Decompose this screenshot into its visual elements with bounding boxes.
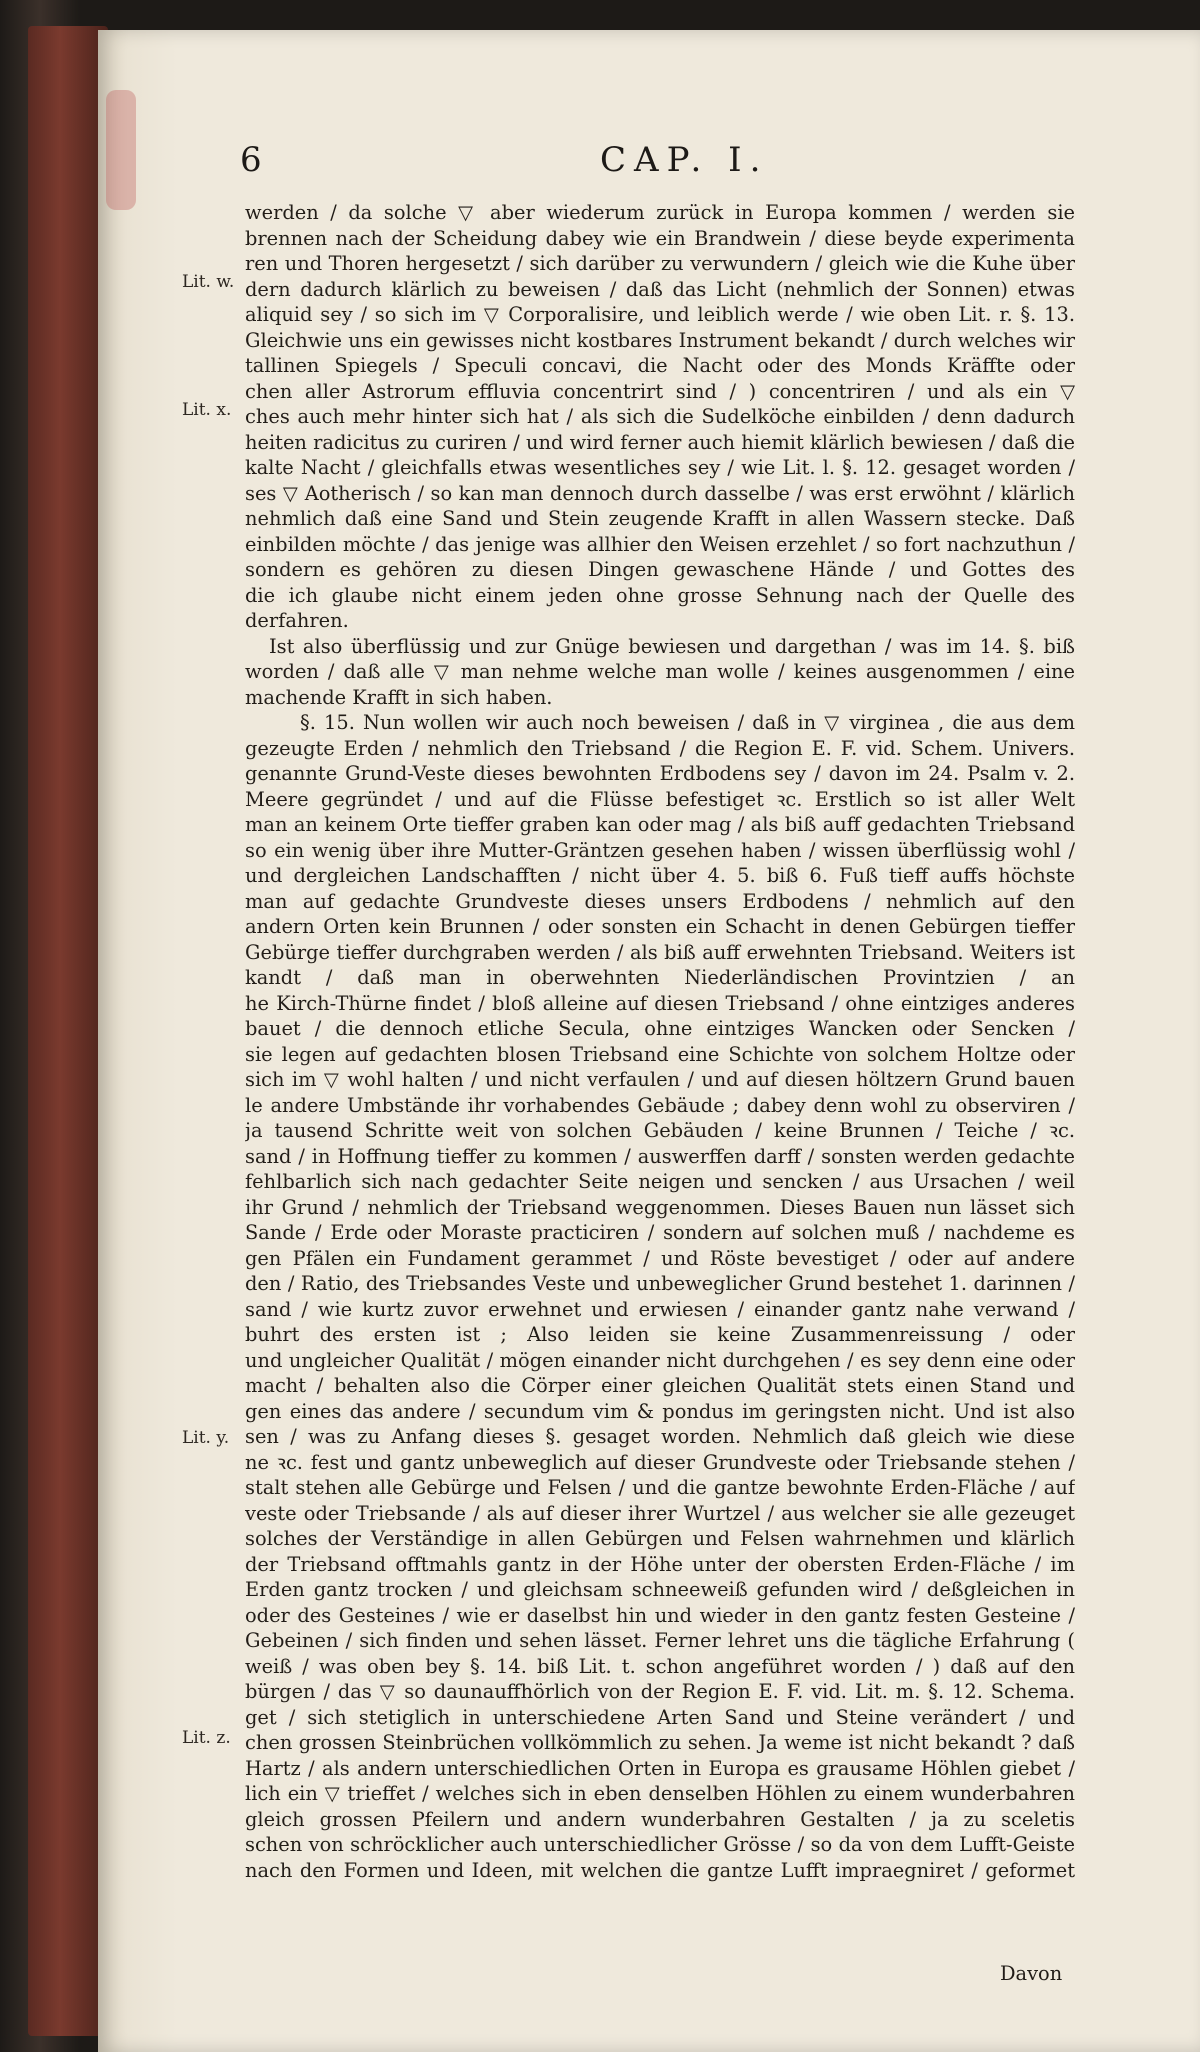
text-line: man auf gedachte Grundveste dieses unsers Erdbodens / nehmlich auf den <box>245 889 1075 913</box>
text-line: heiten radicitus zu curiren / und wird ferner auch hiemit klärlich bewiesen / daß die <box>245 430 1075 454</box>
text-line: sen / was zu Anfang dieses §. gesaget worden. Nehmlich daß gleich wie diese <box>245 1425 1075 1448</box>
text-line: brennen nach der Scheidung dabey wie ein Brandwein / diese beyde experimenta <box>245 226 1075 250</box>
text-line: die ich glaube nicht einem jeden ohne grosse Sehnung nach der Quelle des <box>245 583 1075 607</box>
text-line: tallinen Spiegels / Speculi concavi, die Nacht oder des Monds Kräffte oder <box>245 354 1075 377</box>
text-line: gen eines das andere / secundum vim & pondus im geringsten nicht. Und ist also <box>245 1399 1075 1423</box>
text-line: ne ꝛc. fest und gantz unbeweglich auf dieser Grundveste oder Triebsande stehen / <box>245 1450 1075 1474</box>
text-line: sich im ▽ wohl halten / und nicht verfaulen / und auf diesen höltzern Grund bauen <box>245 1068 1075 1091</box>
text-line: sand / wie kurtz zuvor erwehnet und erwiesen / einander gantz nahe verwand / <box>245 1297 1075 1321</box>
text-line: macht / behalten also die Cörper einer gleichen Qualität stets einen Stand und <box>245 1374 1075 1397</box>
book-cover-edge <box>28 26 108 2036</box>
text-line: bürgen / das ▽ so daunauffhörlich von der Region E. F. vid. Lit. m. §. 12. Schema. <box>245 1680 1075 1703</box>
text-line: dern dadurch klärlich zu beweisen / daß das Licht (nehmlich der Sonnen) etwas <box>245 277 1075 301</box>
page-stain <box>106 90 136 210</box>
text-line: §. 15. Nun wollen wir auch noch beweisen / daß in ▽ virginea , die aus dem <box>300 711 1075 734</box>
text-line: kandt / daß man in oberwehnten Niederländischen Provintzien / an <box>245 966 1075 989</box>
text-line: sie legen auf gedachten blosen Triebsand eine Schichte von solchem Holtze oder <box>245 1042 1075 1066</box>
text-line: bauet / die dennoch etliche Secula, ohne eintziges Wancken oder Sencken / <box>245 1017 1075 1040</box>
text-line: he Kirch-Thürne findet / bloß alleine auf diesen Triebsand / ohne eintziges anderes <box>245 991 1075 1015</box>
text-line: den / Ratio, des Triebsandes Veste und unbeweglicher Grund bestehet 1. darinnen / <box>245 1272 1075 1295</box>
text-line: ses ▽ Aotherisch / so kan man dennoch durch dasselbe / was erst erwöhnt / klärlich <box>245 481 1075 505</box>
page-number: 6 <box>240 140 264 180</box>
text-line: gleich grossen Pfeilern und andern wunderbahren Gestalten / ja zu sceletis <box>245 1807 1075 1831</box>
text-line: sondern es gehören zu diesen Dingen gewaschene Hände / und Gottes des <box>245 558 1075 581</box>
catchword: Davon <box>1000 1962 1063 1985</box>
text-line: schen von schröcklicher auch unterschiedlicher Grösse / so da von dem Lufft-Geiste <box>245 1833 1075 1856</box>
margin-note-z: Lit. z. <box>182 1728 231 1748</box>
text-line: Hartz / als andern unterschiedlichen Orten in Europa es grausame Höhlen giebet / <box>245 1756 1075 1780</box>
text-line: machende Krafft in sich haben. <box>245 685 553 709</box>
text-line: oder des Gesteines / wie er daselbst hin und wieder in den gantz festen Gesteine / <box>245 1603 1075 1627</box>
text-line: man an keinem Orte tieffer graben kan oder mag / als biß auff gedachten Triebsand <box>245 813 1075 836</box>
margin-note-y: Lit. y. <box>182 1428 230 1448</box>
text-line: und dergleichen Landschafften / nicht über 4. 5. biß 6. Fuß tieff auffs höchste <box>245 864 1075 887</box>
text-line: andern Orten kein Brunnen / oder sonsten ein Schacht in denen Gebürgen tieffer <box>245 915 1075 938</box>
text-line: so ein wenig über ihre Mutter-Gräntzen gesehen haben / wissen überflüssig wohl / <box>245 838 1075 862</box>
text-line: chen aller Astrorum effluvia concentrirt sind / ) concentriren / und als ein ▽ <box>245 379 1075 403</box>
chapter-title: CAP. I. <box>600 140 769 180</box>
text-line: le andere Umbstände ihr vorhabendes Gebäude ; dabey denn wohl zu observiren / <box>245 1093 1075 1117</box>
text-line: Meere gegründet / und auf die Flüsse befestiget ꝛc. Erstlich so ist aller Welt <box>245 787 1075 811</box>
text-line: und ungleicher Qualität / mögen einander nicht durchgehen / es sey denn eine oder <box>245 1348 1075 1372</box>
text-line: Gleichwie uns ein gewisses nicht kostbares Instrument bekandt / durch welches wir <box>245 328 1075 352</box>
text-line: weiß / was oben bey §. 14. biß Lit. t. schon angeführet worden / ) daß auf den <box>245 1654 1075 1678</box>
text-line: aliquid sey / so sich im ▽ Corporalisire, und leiblich werde / wie oben Lit. r. §. 13. <box>245 303 1075 326</box>
text-line: veste oder Triebsande / als auf dieser ihrer Wurtzel / aus welcher sie alle gezeuget <box>245 1501 1075 1525</box>
text-line: ches auch mehr hinter sich hat / als sich die Sudelköche einbilden / denn dadurch <box>245 405 1075 428</box>
text-line: Gebürge tieffer durchgraben werden / als biß auff erwehnten Triebsand. Weiters ist <box>245 940 1075 964</box>
text-line: worden / daß alle ▽ man nehme welche man wolle / keines ausgenommen / eine <box>245 660 1075 683</box>
text-line: stalt stehen alle Gebürge und Felsen / und die gantze bewohnte Erden-Fläche / auf <box>245 1476 1075 1499</box>
text-line: sand / in Hoffnung tieffer zu kommen / auswerffen darff / sonsten werden gedachte <box>245 1144 1075 1168</box>
text-line: solches der Verständige in allen Gebürgen und Felsen wahrnehmen und klärlich <box>245 1527 1075 1550</box>
margin-note-w: Lit. w. <box>182 272 235 292</box>
text-line: Ist also überflüssig und zur Gnüge bewiesen und dargethan / was im 14. §. biß <box>269 634 1075 658</box>
text-line: Sande / Erde oder Moraste practiciren / sondern auf solchen muß / nachdeme es <box>245 1221 1075 1244</box>
text-line: werden / da solche ▽ aber wiederum zurück in Europa kommen / werden sie <box>245 201 1075 224</box>
text-line: nehmlich daß eine Sand und Stein zeugende Krafft in allen Wassern stecke. Daß <box>245 507 1075 530</box>
text-line: lich ein ▽ trieffet / welches sich in eben denselben Höhlen zu einem wunderbahren <box>245 1782 1075 1805</box>
body-text <box>245 200 1075 1883</box>
text-line: gen Pfälen ein Fundament gerammet / und Röste bevestiget / oder auf andere <box>245 1246 1075 1270</box>
text-line: nach den Formen und Ideen, mit welchen die gantze Lufft impraegniret / geformet <box>245 1858 1075 1882</box>
text-line: fehlbarlich sich nach gedachter Seite neigen und sencken / aus Ursachen / weil <box>245 1170 1075 1193</box>
page-header <box>240 140 1000 190</box>
text-line: Erden gantz trocken / und gleichsam schneeweiß gefunden wird / deßgleichen in <box>245 1578 1075 1601</box>
text-line: ja tausend Schritte weit von solchen Gebäuden / keine Brunnen / Teiche / ꝛc. <box>245 1119 1075 1142</box>
text-line: derfahren. <box>245 609 349 632</box>
text-line: buhrt des ersten ist ; Also leiden sie keine Zusammenreissung / oder <box>245 1323 1075 1346</box>
text-line: ihr Grund / nehmlich der Triebsand weggenommen. Dieses Bauen nun lässet sich <box>245 1195 1075 1219</box>
text-line: ren und Thoren hergesetzt / sich darüber zu verwundern / gleich wie die Kuhe über <box>245 252 1075 275</box>
text-line: genannte Grund-Veste dieses bewohnten Erdbodens sey / davon im 24. Psalm v. 2. <box>245 762 1075 785</box>
text-line: chen grossen Steinbrüchen vollkömmlich zu sehen. Ja weme ist nicht bekandt ? daß <box>245 1731 1075 1754</box>
margin-note-x: Lit. x. <box>182 400 232 420</box>
text-line: kalte Nacht / gleichfalls etwas wesentliches sey / wie Lit. l. §. 12. gesaget worden / <box>245 456 1075 479</box>
text-line: einbilden möchte / das jenige was allhier den Weisen erzehlet / so fort nachzuthun / <box>245 532 1075 556</box>
text-line: der Triebsand offtmahls gantz in der Höhe unter der obersten Erden-Fläche / im <box>245 1552 1075 1576</box>
text-line: get / sich stetiglich in unterschiedene Arten Sand und Steine verändert / und <box>245 1705 1075 1729</box>
text-line: Gebeinen / sich finden und sehen lässet. Ferner lehret uns die tägliche Erfahrung ( <box>245 1629 1075 1652</box>
text-line: gezeugte Erden / nehmlich den Triebsand / die Region E. F. vid. Schem. Univers. <box>245 736 1075 760</box>
